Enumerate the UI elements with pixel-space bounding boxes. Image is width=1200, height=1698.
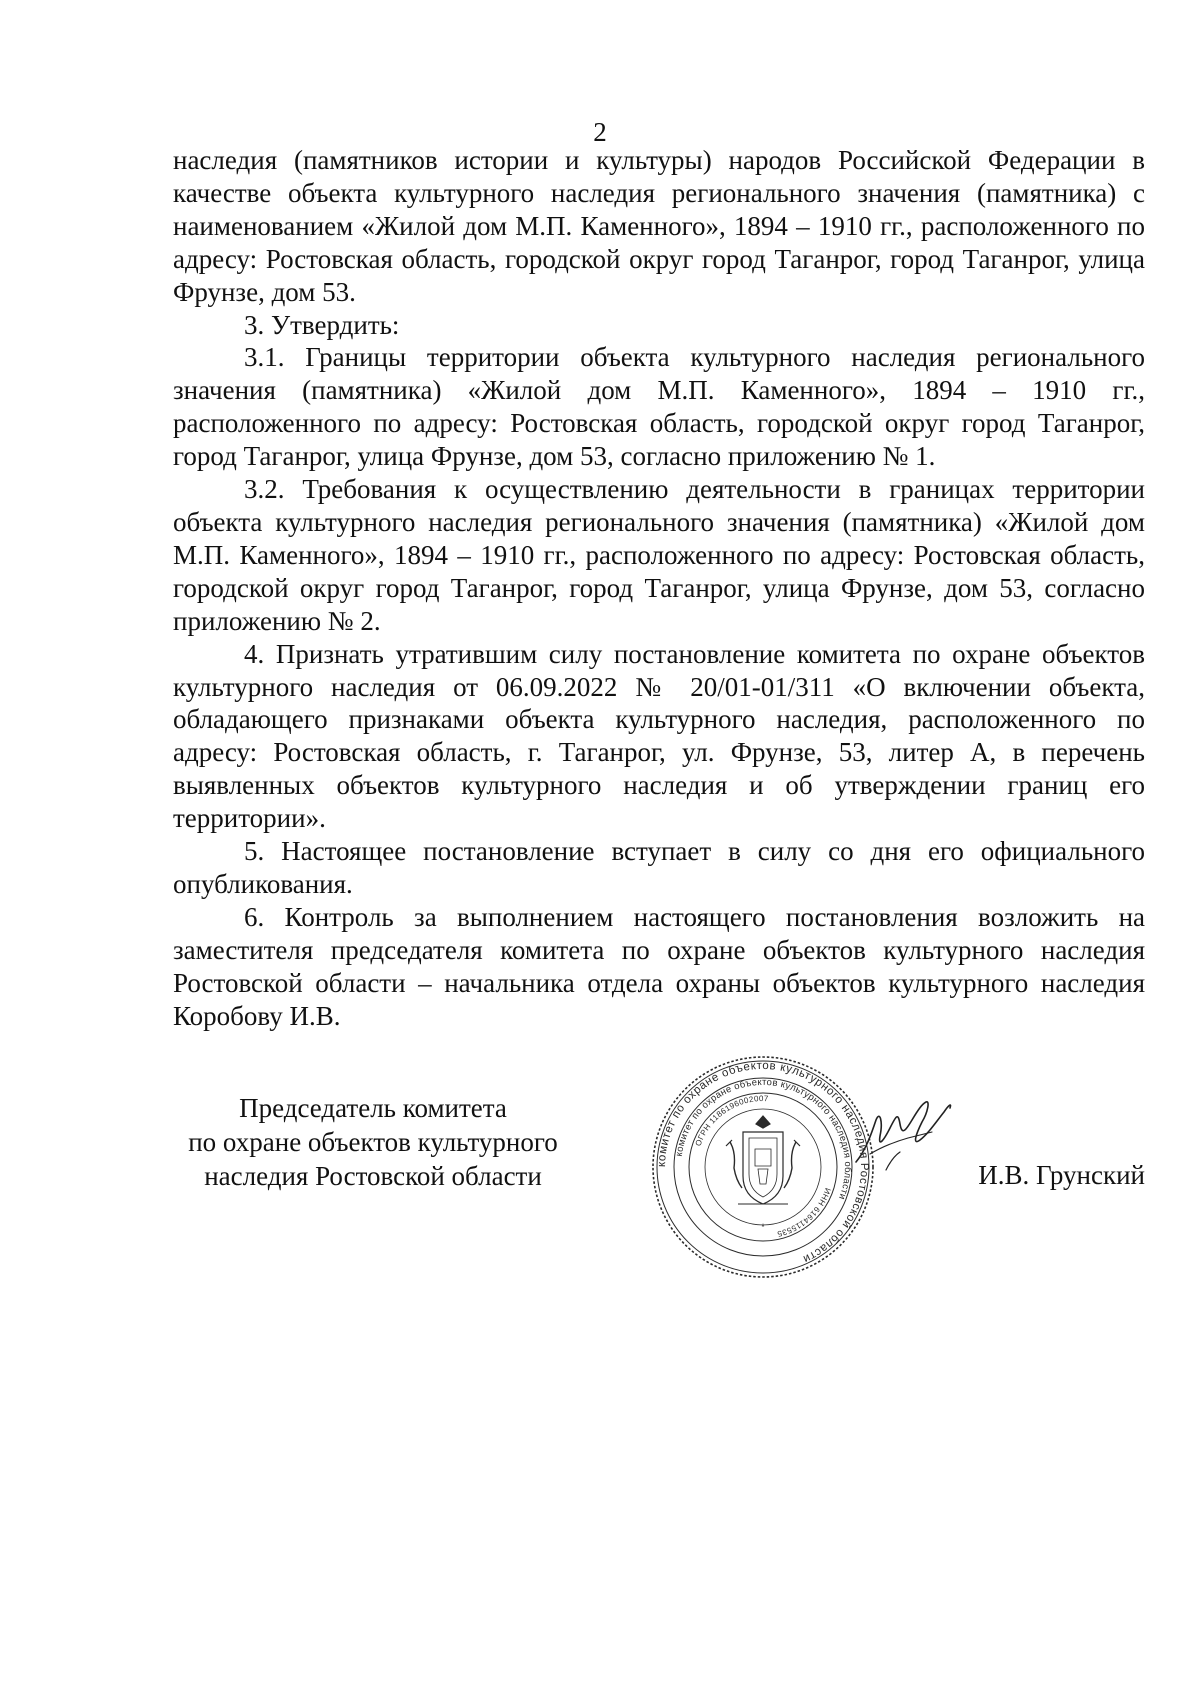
seal-rings xyxy=(653,1057,873,1277)
paragraph: 4. Признать утратившим силу постановление комитета по охране объектов культурного наследия от 06.09.2022 № 20/01-01/311 «О включении объекта, обладающего признаками объекта культурного наследия, расположенного по адресу: Ростовская область, г. Таганрог, ул. Фрунзе, 53, литер А, в перечень выявленных объектов культурного наследия и об утверждении границ его территории». xyxy=(173,638,1145,834)
page-number: 2 xyxy=(593,117,607,147)
paragraph: 3.2. Требования к осуществлению деятельности в границах территории объекта культурного наследия регионального значения (памятника) «Жилой дом М.П. Каменного», 1894 – 1910 гг., расположенного по адресу: Ростовская область, городской округ город Таганрог, город Таганрог, улица Фрунзе, дом 53, согласно приложению № 2. xyxy=(173,474,1145,636)
signatory-title-line: Председатель комитета xyxy=(239,1093,507,1123)
signatory-title-line: по охране объектов культурного xyxy=(188,1127,558,1157)
signatory-name: И.В. Грунский xyxy=(978,1160,1145,1190)
coat-of-arms-icon xyxy=(726,1116,800,1204)
seal-inn-text-path: ИНН 6164115535 xyxy=(776,1186,833,1239)
paragraph: 6. Контроль за выполнением настоящего постановления возложить на заместителя председателя комитета по охране объектов культурного наследия Ростовской области – начальника отдела охраны объектов культурного наследия Коробову И.В. xyxy=(173,901,1145,1031)
official-seal xyxy=(650,1054,876,1280)
seal-outer-text xyxy=(656,1060,870,1265)
seal-star-icon: * xyxy=(761,1222,765,1232)
document-body xyxy=(173,144,1145,1032)
seal-ogrn-text-path: ОГРН 1186196002007 xyxy=(693,1093,769,1148)
seal-inner-text-path: комитет по охране объектов культурного наследия области xyxy=(673,1076,854,1202)
handwritten-signature xyxy=(850,1092,955,1187)
paragraph: наследия (памятников истории и культуры) народов Российской Федерации в качестве объекта культурного наследия регионального значения (памятника) с наименованием «Жилой дом М.П. Каменного», 1894 – 1910 гг., расположенного по адресу: Ростовская область, городской округ город Таганрог, город Таганрог, улица Фрунзе, дом 53. xyxy=(173,145,1145,307)
signatory-title-line: наследия Ростовской области xyxy=(204,1161,542,1191)
seal-outer-text-path: комитет по охране объектов культурного наследия Ростовской области xyxy=(655,1059,871,1266)
paragraph: 3. Утвердить: xyxy=(244,309,400,340)
paragraph: 5. Настоящее постановление вступает в силу со дня его официального опубликования. xyxy=(173,836,1145,899)
seal-inn-text xyxy=(776,1187,832,1239)
signatory-title xyxy=(158,1091,588,1193)
paragraph: 3.1. Границы территории объекта культурного наследия регионального значения (памятника) «Жилой дом М.П. Каменного», 1894 – 1910 гг., расположенного по адресу: Ростовская область, городской округ город Таганрог, город Таганрог, улица Фрунзе, дом 53, согласно приложению № 1. xyxy=(173,342,1145,472)
